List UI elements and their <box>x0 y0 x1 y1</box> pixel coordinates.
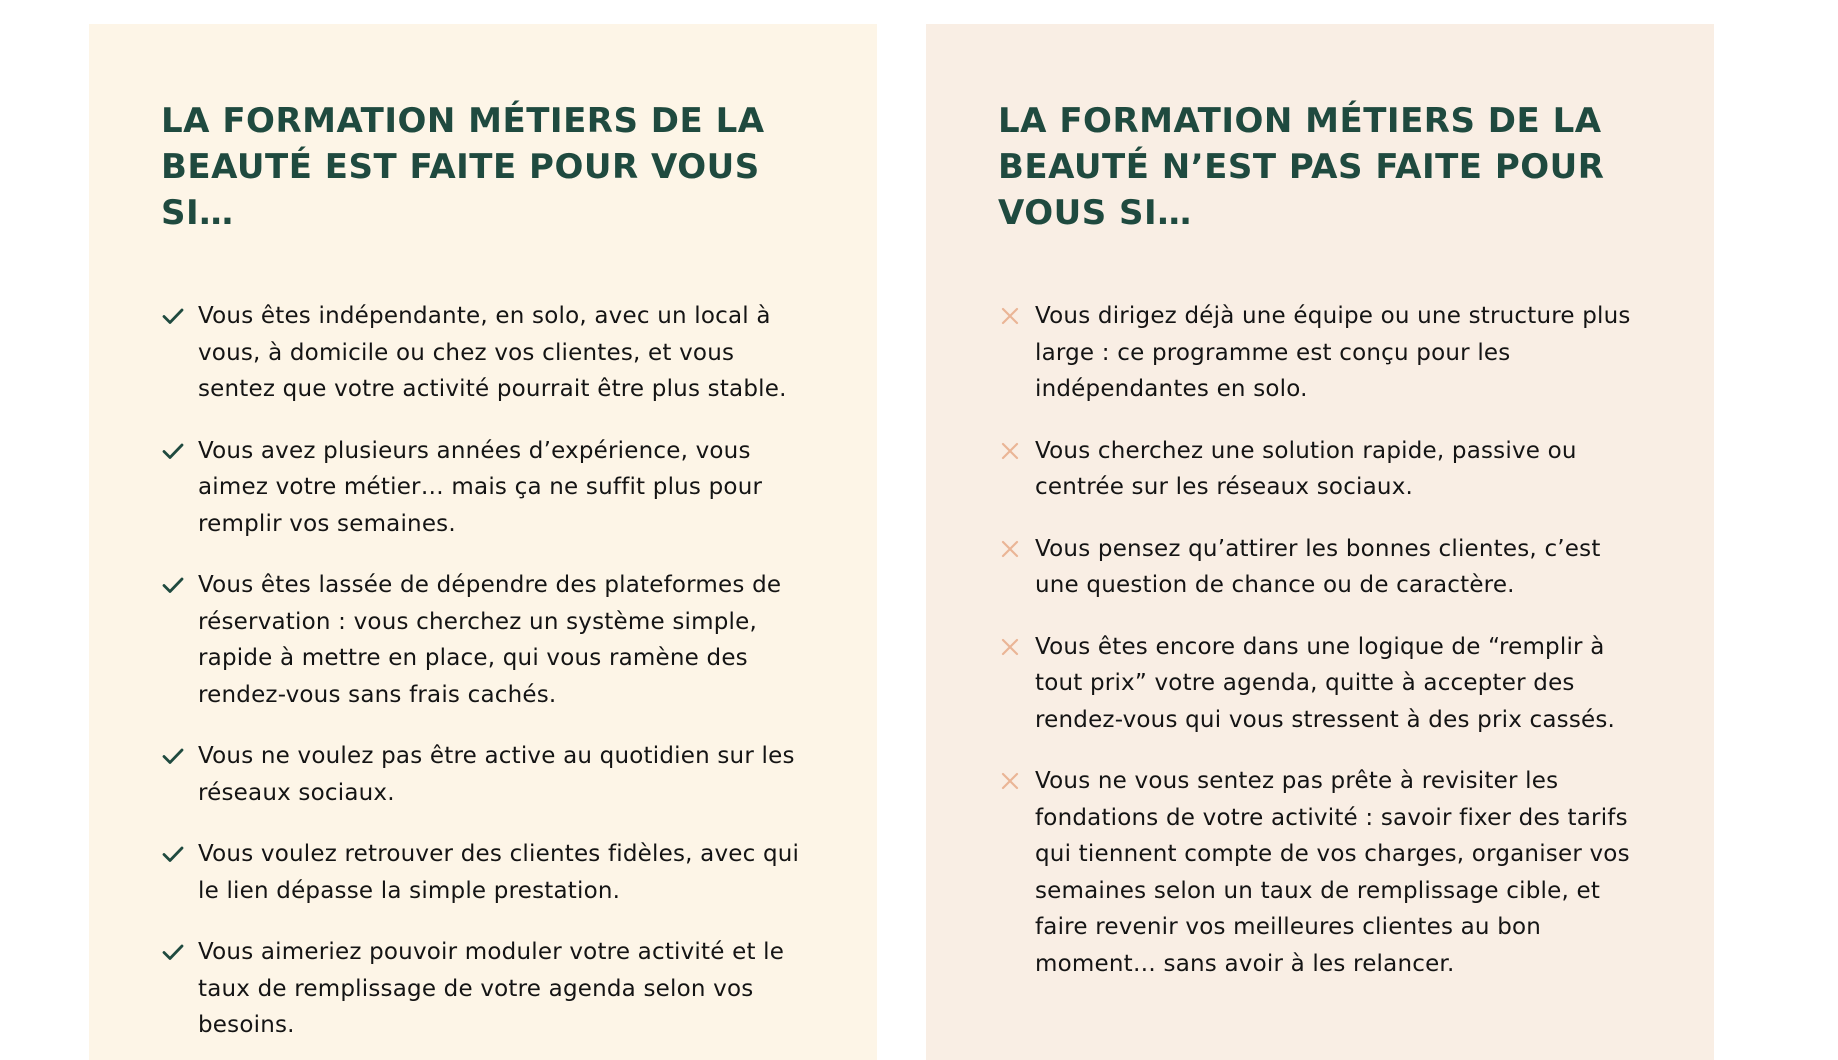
criteria-list <box>161 298 805 1044</box>
list-item <box>161 738 805 811</box>
cross-icon <box>998 537 1022 561</box>
check-icon <box>161 940 185 964</box>
list-item-text: Vous ne voulez pas être active au quotidien sur les réseaux sociaux. <box>198 743 795 806</box>
list-item <box>161 934 805 1044</box>
list-item <box>998 298 1642 408</box>
list-item <box>161 567 805 713</box>
check-icon <box>161 842 185 866</box>
check-icon <box>161 304 185 328</box>
list-item-text: Vous cherchez une solution rapide, passive ou centrée sur les réseaux sociaux. <box>1035 437 1577 500</box>
list-item-text: Vous êtes lassée de dépendre des plateformes de réservation : vous cherchez un système simple, rapide à mettre en place, qui vous ramène des rendez-vous sans frais cachés. <box>198 572 782 708</box>
list-item <box>161 836 805 909</box>
check-icon <box>161 439 185 463</box>
list-item <box>161 298 805 408</box>
list-item-text: Vous pensez qu’attirer les bonnes clientes, c’est une question de chance ou de caractère. <box>1035 535 1601 598</box>
list-item-text: Vous voulez retrouver des clientes fidèles, avec qui le lien dépasse la simple prestation. <box>198 841 800 904</box>
cross-icon <box>998 635 1022 659</box>
cross-icon <box>998 304 1022 328</box>
list-item-text: Vous ne vous sentez pas prête à revisiter les fondations de votre activité : savoir fixer des tarifs qui tiennent compte de vos charges, organiser vos semaines selon un taux de remplissage cible, et faire revenir vos meilleures clientes au bon moment… sans avoir à les relancer. <box>1035 768 1630 977</box>
list-item <box>998 629 1642 739</box>
list-item-text: Vous êtes indépendante, en solo, avec un local à vous, à domicile ou chez vos clientes, et vous sentez que votre activité pourrait être plus stable. <box>198 303 787 402</box>
card-title: LA FORMATION MÉTIERS DE LA BEAUTÉ EST FAITE POUR VOUS SI… <box>161 101 765 233</box>
card-title: LA FORMATION MÉTIERS DE LA BEAUTÉ N’EST PAS FAITE POUR VOUS SI… <box>998 101 1605 233</box>
cross-icon <box>998 769 1022 793</box>
check-icon <box>161 573 185 597</box>
check-icon <box>161 744 185 768</box>
card-formation-pas-pour-vous <box>926 24 1714 1060</box>
card-formation-pour-vous <box>89 24 877 1060</box>
list-item-text: Vous dirigez déjà une équipe ou une structure plus large : ce programme est conçu pour les indépendantes en solo. <box>1035 303 1631 402</box>
list-item-text: Vous avez plusieurs années d’expérience, vous aimez votre métier… mais ça ne suffit plus pour remplir vos semaines. <box>198 437 763 537</box>
list-item <box>161 433 805 543</box>
list-item <box>998 433 1642 506</box>
cross-icon <box>998 439 1022 463</box>
list-item-text: Vous aimeriez pouvoir moduler votre activité et le taux de remplissage de votre agenda selon vos besoins. <box>198 939 785 1038</box>
list-item <box>998 763 1642 982</box>
list-item-text: Vous êtes encore dans une logique de “remplir à tout prix” votre agenda, quitte à accepter des rendez-vous qui vous stressent à des prix cassés. <box>1035 633 1616 733</box>
list-item <box>998 531 1642 604</box>
criteria-list <box>998 298 1642 982</box>
